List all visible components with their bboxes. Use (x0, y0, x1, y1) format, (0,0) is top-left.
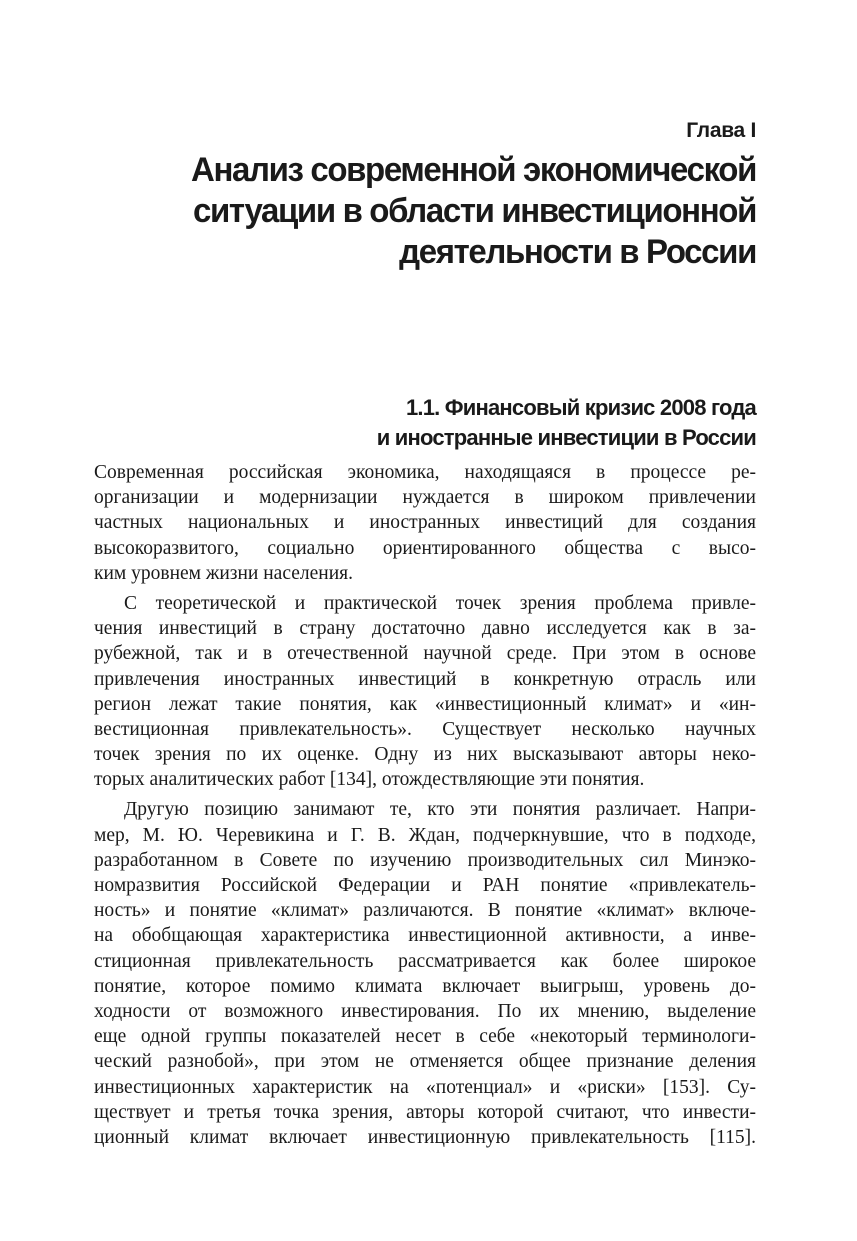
text-line: разработанном в Совете по изучению производительных сил Минэко- (94, 849, 756, 871)
section-title-line: и иностранные инвестиции в России (376, 425, 756, 450)
chapter-title (114, 150, 756, 273)
text-line: чения инвестиций в страну достаточно давно исследуется как в за- (94, 618, 756, 640)
paragraph (94, 460, 756, 586)
text-line: мер, М. Ю. Черевикина и Г. В. Ждан, подчеркнувшие, что в подходе, (94, 824, 756, 846)
text-line: еще одной группы показателей несет в себе «некоторый терминологи- (94, 1026, 756, 1048)
text-line: Современная российская экономика, находящаяся в процессе ре- (94, 462, 756, 483)
text-line: номразвития Российской Федерации и РАН понятие «привлекатель- (94, 875, 756, 896)
text-line: Другую позицию занимают те, кто эти понятия различает. Напри- (124, 799, 756, 821)
text-line: ность» и понятие «климат» различаются. В понятие «климат» включе- (94, 900, 756, 922)
text-line: на обобщающая характеристика инвестиционной активности, а инве- (94, 925, 756, 947)
text-line: рубежной, так и в отечественной научной среде. При этом в основе (94, 643, 756, 665)
section-title-line: 1.1. Финансовый кризис 2008 года (405, 395, 756, 420)
paragraph (94, 591, 756, 793)
body-text (94, 460, 756, 1155)
text-line: стиционная привлекательность рассматривается как более широкое (94, 950, 756, 972)
text-line: ционный климат включает инвестиционную привлекательность [115]. (94, 1126, 756, 1148)
section-title (94, 393, 756, 453)
text-line: торых аналитических работ [134], отождествляющие эти понятия. (94, 769, 645, 791)
text-line: понятие, которое помимо климата включает выигрыш, уровень до- (94, 975, 756, 997)
text-line: ческий разнобой», при этом не отменяется общее признание деления (94, 1051, 756, 1073)
text-line: ходности от возможного инвестирования. По их мнению, выделение (94, 1000, 756, 1022)
text-line: инвестиционных характеристик на «потенциал» и «риски» [153]. Су- (94, 1076, 756, 1098)
chapter-label: Глава I (686, 119, 756, 142)
text-line: привлечения иностранных инвестиций в конкретную отрасль или (94, 668, 756, 690)
text-line: ким уровнем жизни населения. (94, 562, 353, 584)
text-line: организации и модернизации нуждается в широком привлечении (94, 487, 756, 509)
text-line: частных национальных и иностранных инвестиций для создания (94, 512, 756, 534)
chapter-title-line: Анализ современной экономической (190, 151, 757, 189)
text-line: точек зрения по их оценке. Одну из них высказывают авторы неко- (94, 744, 756, 766)
paragraph (94, 797, 756, 1150)
text-line: регион лежат такие понятия, как «инвестиционный климат» и «ин- (94, 693, 756, 715)
chapter-title-line: ситуации в области инвестиционной (192, 192, 756, 230)
text-line: вестиционная привлекательность». Существует несколько научных (94, 718, 756, 740)
text-line: ществует и третья точка зрения, авторы которой считают, что инвести- (94, 1101, 756, 1123)
chapter-title-line: деятельности в России (399, 233, 756, 271)
text-line: С теоретической и практической точек зрения проблема привле- (124, 592, 756, 614)
text-line: высокоразвитого, социально ориентированного общества с высо- (94, 537, 756, 559)
